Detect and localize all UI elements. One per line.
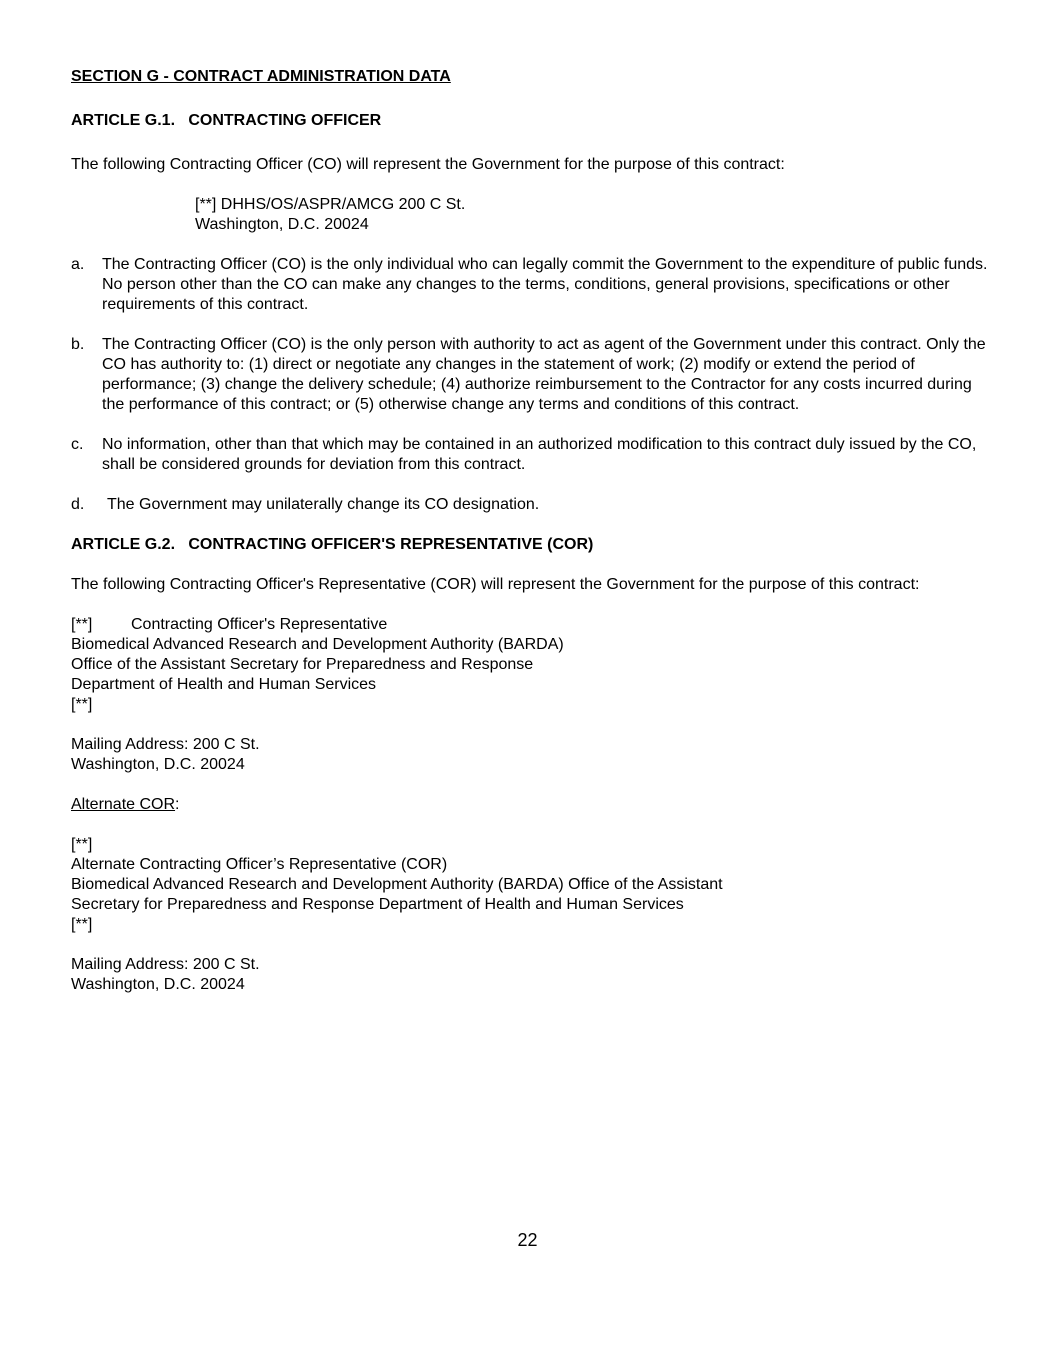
list-marker: d. <box>71 496 85 513</box>
list-text: The Contracting Officer (CO) is the only person with authority to act as agent of the Government under this contract. Only the CO has authority to: (1) direct or negotiate any changes in the statement of work; (2) modify or extend the period of performance; (3) change the delivery schedule; (4) authorize reimbursement to the Contractor for any costs incurred during the performance of this contract; or (5) otherwise change any terms and conditions of this contract. <box>102 336 986 413</box>
alternate-cor-heading <box>71 795 991 815</box>
cor-mailing-line1: Mailing Address: 200 C St. <box>71 736 260 753</box>
alternate-cor-org-line1: Biomedical Advanced Research and Development Authority (BARDA) Office of the Assistant <box>71 876 723 893</box>
list-text: The Contracting Officer (CO) is the only individual who can legally commit the Government to the expenditure of public funds. No person other than the CO can make any changes to the terms, conditions, general provisions, specifications or other requirements of this contract. <box>102 256 988 313</box>
alternate-cor-org-line2: Secretary for Preparedness and Response Department of Health and Human Services <box>71 896 684 913</box>
cor-role: Contracting Officer's Representative <box>131 616 388 633</box>
co-address-line2: Washington, D.C. 20024 <box>195 216 369 233</box>
list-item-b <box>71 335 991 415</box>
list-text: No information, other than that which may be contained in an authorized modification to this contract duly issued by the CO, shall be considered grounds for deviation from this contract. <box>102 436 977 473</box>
co-address-line1: [**] DHHS/OS/ASPR/AMCG 200 C St. <box>195 196 466 213</box>
list-item-d <box>71 495 991 515</box>
list-marker: a. <box>71 256 85 273</box>
list-item-a <box>71 255 991 315</box>
list-marker: b. <box>71 336 85 353</box>
alternate-cor-mailing <box>71 955 991 995</box>
article-g2-title: ARTICLE G.2. CONTRACTING OFFICER'S REPRESENTATIVE (COR) <box>71 536 594 553</box>
alternate-cor-block <box>71 835 991 935</box>
cor-org-line2: Office of the Assistant Secretary for Preparedness and Response <box>71 656 534 673</box>
redacted-tag: [**] <box>71 836 93 853</box>
article-g2-intro: The following Contracting Officer's Representative (COR) will represent the Government for the purpose of this contract: <box>71 576 920 593</box>
redacted-tag: [**] <box>71 696 93 713</box>
co-address <box>71 195 991 235</box>
document-page <box>71 67 991 995</box>
alternate-cor-heading-suffix: : <box>175 796 180 813</box>
alternate-cor-role: Alternate Contracting Officer’s Representative (COR) <box>71 856 448 873</box>
page-number: 22 <box>517 1230 538 1250</box>
cor-org-line1: Biomedical Advanced Research and Development Authority (BARDA) <box>71 636 564 653</box>
list-marker: c. <box>71 436 84 453</box>
section-title: SECTION G - CONTRACT ADMINISTRATION DATA <box>71 68 451 85</box>
alternate-cor-heading-text: Alternate COR <box>71 796 176 813</box>
list-text: The Government may unilaterally change its CO designation. <box>107 496 540 513</box>
cor-org-line3: Department of Health and Human Services <box>71 676 377 693</box>
cor-role-row <box>71 615 991 635</box>
cor-block <box>71 615 991 715</box>
article-g1-title: ARTICLE G.1. CONTRACTING OFFICER <box>71 112 382 129</box>
alternate-mailing-line1: Mailing Address: 200 C St. <box>71 956 260 973</box>
cor-mailing-line2: Washington, D.C. 20024 <box>71 756 245 773</box>
article-g1-intro: The following Contracting Officer (CO) will represent the Government for the purpose of this contract: <box>71 156 785 173</box>
redacted-tag: [**] <box>71 616 93 633</box>
alternate-mailing-line2: Washington, D.C. 20024 <box>71 976 245 993</box>
list-item-c <box>71 435 991 475</box>
redacted-tag: [**] <box>71 916 93 933</box>
cor-mailing <box>71 735 991 775</box>
